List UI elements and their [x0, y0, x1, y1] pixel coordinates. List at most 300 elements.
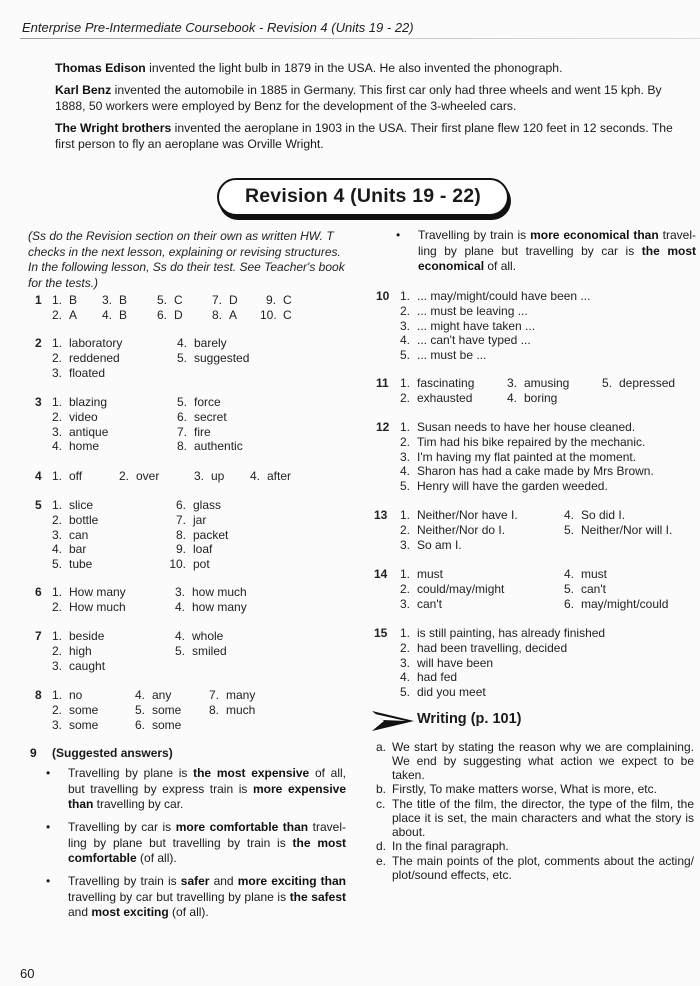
- answer-item: [175, 351, 249, 366]
- body-text: (of all).: [168, 905, 209, 919]
- answer-text: floated: [69, 365, 106, 380]
- section-title: Revision 4 (Units 19 - 22): [217, 178, 509, 216]
- answer-text: antique: [69, 424, 109, 439]
- answer-text: force: [194, 395, 221, 409]
- answer-item: [562, 523, 672, 538]
- body-text: travelling by car.: [93, 797, 184, 811]
- answer-number: 3.: [399, 655, 410, 670]
- answer-text: So am I.: [417, 537, 462, 552]
- answer-item: [100, 308, 127, 323]
- answer-item: [50, 469, 82, 484]
- writing-answer-letter: b.: [376, 782, 387, 796]
- writing-answer-letter: e.: [376, 854, 387, 868]
- answer-text: B: [69, 293, 78, 307]
- answer-number: 1.: [399, 626, 410, 640]
- writing-answer-text: In the final paragraph.: [392, 839, 509, 853]
- answer-item: [50, 293, 77, 308]
- answer-item: [50, 439, 99, 454]
- answer-number: 4.: [174, 629, 185, 643]
- answer-number: 4.: [399, 464, 410, 479]
- answer-text: boring: [524, 390, 558, 405]
- answer-item: [50, 308, 77, 323]
- answer-text: ... must be leaving ...: [417, 303, 528, 318]
- answer-item: [50, 542, 86, 557]
- answer-text: can't: [581, 581, 606, 596]
- answer-number: 2.: [399, 581, 410, 596]
- answer-text: had fed: [417, 670, 458, 685]
- answer-text: some: [152, 702, 182, 717]
- answer-text: Susan needs to have her house cleaned.: [417, 420, 636, 434]
- body-text: Travelling by car is: [68, 820, 176, 834]
- exercise-number: 11: [376, 376, 389, 390]
- answer-item: [207, 703, 255, 718]
- answer-number: 4.: [51, 439, 62, 454]
- answer-number: 1.: [51, 336, 62, 350]
- answer-text: any: [152, 688, 172, 702]
- answer-number: 4.: [174, 599, 185, 614]
- answer-number: 2.: [51, 702, 62, 717]
- answer-text: tube: [69, 557, 93, 572]
- body-text: Travelling by train is: [68, 874, 181, 888]
- answer-text: packet: [193, 527, 229, 542]
- answer-text: Tim had his bike repaired by the mechanic.: [417, 434, 646, 449]
- answer-item: [175, 439, 243, 454]
- answer-text: depressed: [619, 376, 676, 390]
- exercise-number: 14: [374, 567, 388, 581]
- answer-number: 6.: [176, 409, 187, 424]
- answer-text: slice: [69, 498, 94, 512]
- answer-item: [173, 585, 247, 600]
- answer-item: [398, 685, 486, 700]
- answer-item: [50, 585, 126, 600]
- answer-text: after: [267, 469, 292, 483]
- answer-item: [173, 644, 227, 659]
- answer-text: D: [229, 293, 238, 307]
- answer-item: [175, 425, 211, 440]
- answer-item: [260, 293, 292, 308]
- suggested-answer-bullet: [418, 228, 696, 275]
- answer-number: 7.: [208, 688, 219, 702]
- answer-item: [398, 523, 505, 538]
- answer-number: 4.: [563, 508, 574, 522]
- exercise-9: [30, 746, 173, 760]
- answer-text: will have been: [417, 655, 494, 670]
- answer-number: 5.: [51, 557, 62, 572]
- exercise-number: 5: [35, 498, 42, 512]
- answer-item: [133, 718, 181, 733]
- answer-number: 2.: [51, 409, 62, 424]
- answer-number: 1.: [51, 585, 62, 599]
- arrow-icon: [372, 710, 414, 732]
- answer-number: 3.: [399, 449, 410, 464]
- answer-number: 8.: [211, 307, 222, 322]
- answer-item: [210, 293, 238, 308]
- body-text: and: [209, 874, 238, 888]
- answer-item: [155, 293, 183, 308]
- answer-item: [398, 333, 531, 348]
- answer-number: 1.: [399, 508, 410, 522]
- emphasis-text: more economical than: [530, 228, 659, 242]
- answer-item: [398, 597, 442, 612]
- answer-text: secret: [194, 409, 227, 424]
- answer-item: [260, 308, 292, 323]
- answer-number: 6.: [134, 717, 145, 732]
- answer-number: 3.: [506, 376, 517, 390]
- answer-text: bottle: [69, 512, 99, 527]
- emphasis-text: more exciting than: [237, 874, 347, 888]
- answer-item: [505, 391, 557, 406]
- emphasis-text: the most economical: [418, 243, 696, 273]
- answer-item: [175, 410, 227, 425]
- answer-item: [398, 582, 504, 597]
- answer-item: [50, 498, 93, 513]
- answer-text: ... may/might/could have been ...: [417, 289, 591, 303]
- exercise-number: 2: [35, 336, 42, 350]
- answer-text: suggested: [194, 350, 250, 365]
- answer-item: [100, 293, 127, 308]
- answer-text: ... might have taken ...: [417, 318, 536, 333]
- answer-number: 3.: [193, 469, 204, 483]
- answer-text: B: [119, 293, 128, 307]
- answer-item: [600, 376, 675, 391]
- answer-item: [50, 351, 120, 366]
- answer-text: could/may/might: [417, 581, 505, 596]
- answer-number: 1.: [399, 289, 410, 303]
- body-text: of all, but travelling by express train is: [68, 766, 346, 796]
- answer-text: A: [69, 307, 78, 322]
- answer-number: 1.: [51, 469, 62, 483]
- answer-number: 8.: [175, 527, 186, 542]
- answer-item: [168, 542, 212, 557]
- writing-answer-text: Firstly, To make matters worse, What is more, etc.: [392, 782, 657, 796]
- writing-answer-letter: a.: [376, 740, 387, 754]
- answer-item: [398, 538, 462, 553]
- writing-answer-text: We start by stating the reason why we are complaining. We end by suggesting what action we expect to be taken.: [392, 740, 694, 782]
- page-number: 60: [20, 966, 35, 981]
- answer-text: So did I.: [581, 508, 626, 522]
- answer-number: 3.: [51, 424, 62, 439]
- suggested-answer-bullet: [68, 766, 346, 813]
- intro-paragraph-benz: [55, 82, 695, 114]
- answer-item: [398, 304, 528, 319]
- answer-item: [50, 425, 108, 440]
- answer-text: How much: [69, 599, 126, 614]
- answer-number: 1.: [399, 567, 410, 581]
- answer-text: must: [417, 567, 444, 581]
- answer-number: 4.: [176, 336, 187, 350]
- answer-item: [562, 567, 607, 582]
- intro-name: Karl Benz: [55, 83, 112, 97]
- intro-paragraph-edison: [55, 60, 695, 76]
- answer-text: Sharon has had a cake made by Mrs Brown.: [417, 464, 654, 479]
- answer-text: pot: [193, 557, 210, 572]
- answer-number: 6.: [175, 498, 186, 512]
- answer-text: had been travelling, decided: [417, 640, 568, 655]
- answer-number: 8.: [176, 439, 187, 454]
- teacher-note: (Ss do the Revision section on their own as written HW. T checks in the next lesson, explaining or revising structures. In the following lesson, Ss do their test. See Teacher's book for the tests.): [28, 229, 345, 290]
- answer-number: 10.: [169, 557, 186, 572]
- answer-item: [192, 469, 224, 484]
- emphasis-text: most exciting: [91, 905, 169, 919]
- answer-text: barely: [194, 336, 227, 350]
- answer-number: 4.: [399, 670, 410, 685]
- answer-number: 4.: [399, 333, 410, 348]
- answer-number: 2.: [399, 390, 410, 405]
- answer-number: 3.: [51, 658, 62, 673]
- body-text: (of all).: [136, 851, 177, 865]
- answer-item: [50, 395, 107, 410]
- answer-number: 10.: [260, 307, 277, 322]
- answer-text: must: [581, 567, 608, 581]
- answer-number: 3.: [399, 537, 410, 552]
- body-text: travelling by car but travelling by plane is: [68, 889, 290, 904]
- answer-text: A: [229, 307, 238, 322]
- answer-item: [168, 557, 210, 572]
- exercise-number: 13: [374, 508, 388, 522]
- answer-item: [133, 688, 171, 703]
- answer-item: [398, 348, 486, 363]
- answer-text: C: [283, 293, 292, 307]
- answer-item: [175, 336, 227, 351]
- answer-item: [398, 464, 654, 479]
- answer-item: [50, 688, 82, 703]
- answer-text: glass: [193, 498, 222, 512]
- answer-item: [50, 557, 92, 572]
- answer-item: [173, 629, 223, 644]
- writing-answer-text: The main points of the plot, comments about the acting/ plot/sound effects, etc.: [392, 854, 694, 882]
- answer-item: [562, 508, 625, 523]
- answer-item: [398, 567, 443, 582]
- answer-number: 3.: [399, 596, 410, 611]
- answer-text: over: [136, 469, 160, 483]
- answer-item: [50, 718, 98, 733]
- emphasis-text: more comfortable than: [175, 820, 309, 834]
- answer-number: 3.: [51, 365, 62, 380]
- answer-text: Neither/Nor do I.: [417, 522, 506, 537]
- answer-text: Neither/Nor will I.: [581, 522, 673, 537]
- answer-text: beside: [69, 629, 105, 643]
- answer-number: 5.: [399, 685, 410, 700]
- answer-number: 5.: [563, 522, 574, 537]
- answer-item: [398, 289, 590, 304]
- answer-text: amusing: [524, 376, 570, 390]
- answer-item: [50, 644, 92, 659]
- answer-number: 3.: [174, 585, 185, 599]
- exercise-9-heading: (Suggested answers): [52, 746, 173, 760]
- answer-text: home: [69, 439, 100, 454]
- answer-number: 5.: [176, 395, 187, 409]
- answer-number: 2.: [51, 512, 62, 527]
- answer-item: [168, 528, 228, 543]
- answer-number: 1.: [399, 420, 410, 434]
- answer-text: did you meet: [417, 685, 486, 700]
- emphasis-text: the most comfortable: [68, 835, 346, 865]
- intro-text: invented the light bulb in 1879 in the USA. He also invented the phonograph.: [145, 61, 563, 75]
- answer-text: whole: [192, 629, 224, 643]
- answer-number: 7.: [176, 424, 187, 439]
- answer-number: 2.: [399, 522, 410, 537]
- writing-answer-letter: d.: [376, 839, 387, 853]
- emphasis-text: safer: [180, 874, 210, 888]
- emphasis-text: more expensive than: [68, 781, 346, 811]
- answer-item: [398, 420, 635, 435]
- answer-item: [50, 366, 105, 381]
- answer-item: [398, 656, 493, 671]
- intro-name: The Wright brothers: [55, 121, 172, 135]
- answer-item: [398, 626, 605, 641]
- answer-number: 4.: [134, 688, 145, 702]
- answer-text: may/might/could: [581, 596, 669, 611]
- answer-item: [50, 629, 104, 644]
- answer-text: some: [69, 717, 99, 732]
- answer-number: 9.: [265, 293, 276, 307]
- answer-text: jar: [193, 512, 207, 527]
- answer-item: [173, 600, 247, 615]
- answer-item: [50, 410, 98, 425]
- answer-item: [398, 508, 518, 523]
- body-text: of all.: [484, 259, 517, 273]
- body-text: Travelling by plane is: [68, 766, 194, 780]
- answer-text: fire: [194, 424, 211, 439]
- answer-item: [505, 376, 569, 391]
- answer-text: caught: [69, 658, 106, 673]
- answer-number: 2.: [399, 303, 410, 318]
- answer-number: 7.: [175, 512, 186, 527]
- answer-number: 1.: [51, 293, 62, 307]
- answer-text: exhausted: [417, 390, 473, 405]
- answer-text: loaf: [193, 542, 213, 557]
- answer-text: fascinating: [417, 376, 475, 390]
- answer-text: reddened: [69, 350, 120, 365]
- answer-number: 5.: [601, 376, 612, 390]
- intro-name: Thomas Edison: [55, 61, 146, 75]
- answer-item: [168, 498, 221, 513]
- running-header: Enterprise Pre-Intermediate Coursebook - Revision 4 (Units 19 - 22): [22, 20, 414, 35]
- exercise-number: 7: [35, 629, 42, 643]
- answer-item: [398, 641, 567, 656]
- answer-text: can: [69, 527, 89, 542]
- answer-number: 5.: [134, 702, 145, 717]
- answer-number: 7.: [211, 293, 222, 307]
- answer-text: many: [226, 688, 256, 702]
- answer-number: 5.: [563, 581, 574, 596]
- answer-number: 4.: [101, 307, 112, 322]
- answer-number: 2.: [51, 307, 62, 322]
- answer-number: 4.: [249, 469, 260, 483]
- answer-number: 8.: [208, 702, 219, 717]
- exercise-number: 3: [35, 395, 42, 409]
- answer-text: off: [69, 469, 83, 483]
- answer-number: 6.: [563, 596, 574, 611]
- answer-item: [50, 703, 98, 718]
- answer-number: 3.: [51, 717, 62, 732]
- answer-number: 2.: [399, 640, 410, 655]
- body-text: Travelling by train is: [418, 228, 531, 242]
- answer-number: 3.: [399, 318, 410, 333]
- answer-text: B: [119, 307, 128, 322]
- answer-item: [398, 319, 535, 334]
- writing-answer-text: The title of the film, the director, the type of the film, the place it is set, the main characters and what the story is about.: [392, 797, 694, 839]
- answer-text: some: [152, 717, 182, 732]
- answer-item: [133, 703, 181, 718]
- answer-number: 2.: [51, 643, 62, 658]
- answer-number: 1.: [51, 688, 62, 702]
- answer-text: C: [283, 307, 292, 322]
- answer-text: much: [226, 702, 256, 717]
- answer-number: 2.: [51, 350, 62, 365]
- answer-item: [155, 308, 183, 323]
- answer-text: blazing: [69, 395, 108, 409]
- answer-number: 5.: [176, 350, 187, 365]
- answer-item: [398, 670, 457, 685]
- header-rule: [20, 38, 700, 39]
- answer-number: 5.: [399, 348, 410, 363]
- answer-number: 3.: [51, 527, 62, 542]
- emphasis-text: the safest: [289, 889, 346, 904]
- intro-text: invented the aeroplane in 1903 in the USA. Their first plane flew 120 feet in 12 seconds. The first person to fly an aeroplane was Orville Wright.: [55, 121, 673, 151]
- answer-text: laboratory: [69, 336, 123, 350]
- answer-text: I'm having my flat painted at the moment.: [417, 449, 637, 464]
- answer-text: video: [69, 409, 98, 424]
- answer-text: How many: [69, 585, 126, 599]
- answer-text: ... must be ...: [417, 348, 487, 363]
- answer-number: 4.: [51, 542, 62, 557]
- answer-item: [50, 336, 122, 351]
- body-text: and: [68, 905, 92, 919]
- answer-number: 1.: [51, 498, 62, 512]
- answer-item: [207, 688, 255, 703]
- answer-text: ... can't have typed ...: [417, 333, 531, 348]
- answer-text: Neither/Nor have I.: [417, 508, 518, 522]
- answer-item: [562, 597, 668, 612]
- answer-text: how many: [192, 599, 247, 614]
- answer-number: 9.: [175, 542, 186, 557]
- answer-number: 4.: [506, 390, 517, 405]
- emphasis-text: the most expensive: [193, 766, 310, 780]
- answer-text: up: [211, 469, 225, 483]
- answer-item: [398, 391, 472, 406]
- answer-text: no: [69, 688, 83, 702]
- answer-item: [398, 450, 636, 465]
- answer-item: [50, 513, 98, 528]
- answer-text: is still painting, has already finished: [417, 626, 606, 640]
- answer-number: 6.: [156, 307, 167, 322]
- answer-number: 4.: [563, 567, 574, 581]
- answer-item: [398, 479, 608, 494]
- answer-text: smiled: [192, 643, 227, 658]
- answer-text: D: [174, 307, 183, 322]
- answer-item: [50, 659, 105, 674]
- answer-item: [50, 528, 88, 543]
- answer-item: [562, 582, 606, 597]
- answer-text: C: [174, 293, 183, 307]
- answer-text: some: [69, 702, 99, 717]
- answer-item: [398, 376, 474, 391]
- exercise-number: 6: [35, 585, 42, 599]
- answer-text: bar: [69, 542, 87, 557]
- answer-number: 5.: [156, 293, 167, 307]
- intro-paragraph-wright: [55, 120, 695, 152]
- answer-number: 2.: [118, 469, 129, 483]
- suggested-answer-bullet: [68, 874, 346, 921]
- answer-item: [117, 469, 159, 484]
- answer-number: 1.: [51, 629, 62, 643]
- answer-item: [50, 600, 126, 615]
- answer-item: [168, 513, 206, 528]
- exercise-number: 9: [30, 746, 37, 760]
- answer-item: [398, 435, 645, 450]
- answer-text: authentic: [194, 439, 243, 454]
